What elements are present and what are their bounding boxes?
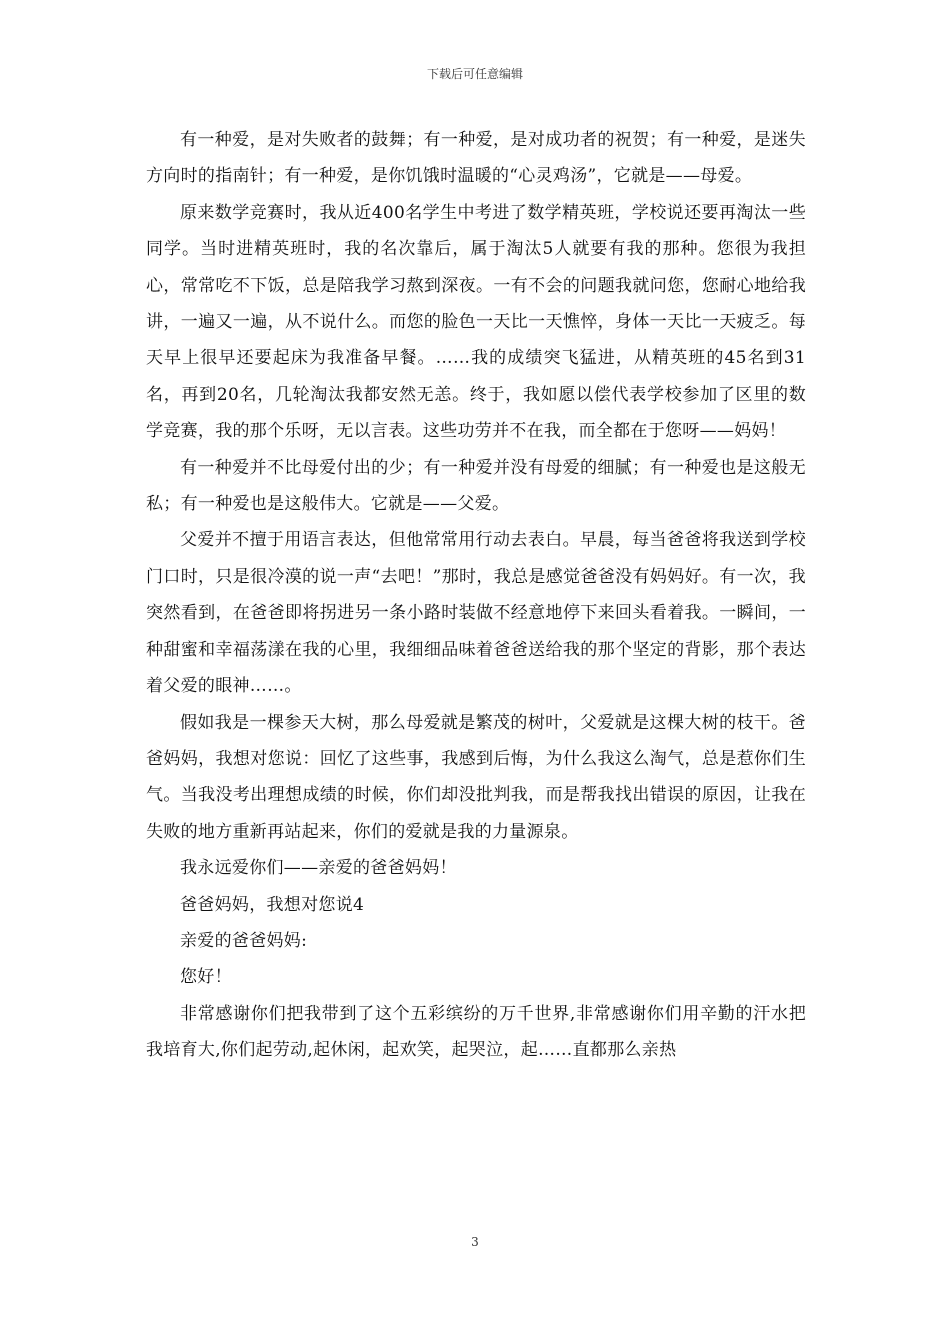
page-header: 下载后可任意编辑	[426, 67, 523, 81]
page-number: 3	[471, 1235, 479, 1249]
paragraph-essay-title: 爸爸妈妈，我想对您说4	[180, 894, 365, 915]
paragraph-father-love-intro: 有一种爱并不比母爱付出的少；有一种爱并没有母爱的细腻；有一种爱也是这般无私；有一种爱也是这般伟大。它就是——父爱。	[146, 457, 806, 515]
document-body	[146, 122, 806, 1069]
paragraph-thanks: 非常感谢你们把我带到了这个五彩缤纷的万千世界,非常感谢你们用辛勤的汗水把我培育大,你们起劳动,起休闲，起欢笑，起哭泣，起……直都那么亲热	[146, 1003, 806, 1061]
paragraph-mother-love-intro: 有一种爱，是对失败者的鼓舞；有一种爱，是对成功者的祝贺；有一种爱，是迷失方向时的指南针；有一种爱，是你饥饿时温暖的“心灵鸡汤”，它就是——母爱。	[146, 130, 806, 187]
paragraph-father-actions: 父爱并不擅于用语言表达，但他常常用行动去表白。早晨，每当爸爸将我送到学校门口时，只是很冷漠的说一声“去吧！”那时，我总是感觉爸爸没有妈妈好。有一次，我突然看到，在爸爸即将拐进另一条小路时装做不经意地停下来回头看着我。一瞬间，一种甜蜜和幸福荡漾在我的心里，我细细品味着爸爸送给我的那个坚定的背影，那个表达着父爱的眼神……。	[146, 530, 806, 697]
paragraph-salutation: 亲爱的爸爸妈妈:	[180, 930, 308, 951]
paragraph-greeting: 您好！	[180, 967, 232, 988]
paragraph-love-you: 我永远爱你们——亲爱的爸爸妈妈！	[180, 858, 457, 879]
paragraph-math-contest: 原来数学竞赛时，我从近400名学生中考进了数学精英班，学校说还要再淘汰一些同学。当时进精英班时，我的名次靠后，属于淘汰5人就要有我的那种。您很为我担心，常常吃不下饭，总是陪我学习熬到深夜。一有不会的问题我就问您，您耐心地给我讲，一遍又一遍，从不说什么。而您的脸色一天比一天憔悴，身体一天比一天疲乏。每天早上很早还要起床为我准备早餐。……我的成绩突飞猛进，从精英班的45名到31名，再到20名，几轮淘汰我都安然无恙。终于，我如愿以偿代表学校参加了区里的数学竞赛，我的那个乐呀，无以言表。这些功劳并不在我，而全都在于您呀——妈妈！	[146, 202, 806, 442]
paragraph-big-tree: 假如我是一棵参天大树，那么母爱就是繁茂的树叶，父爱就是这棵大树的枝干。爸爸妈妈，我想对您说：回忆了这些事，我感到后悔，为什么我这么淘气，总是惹你们生气。当我没考出理想成绩的时候，你们却没批判我，而是帮我找出错误的原因，让我在失败的地方重新再站起来，你们的爱就是我的力量源泉。	[146, 712, 806, 842]
